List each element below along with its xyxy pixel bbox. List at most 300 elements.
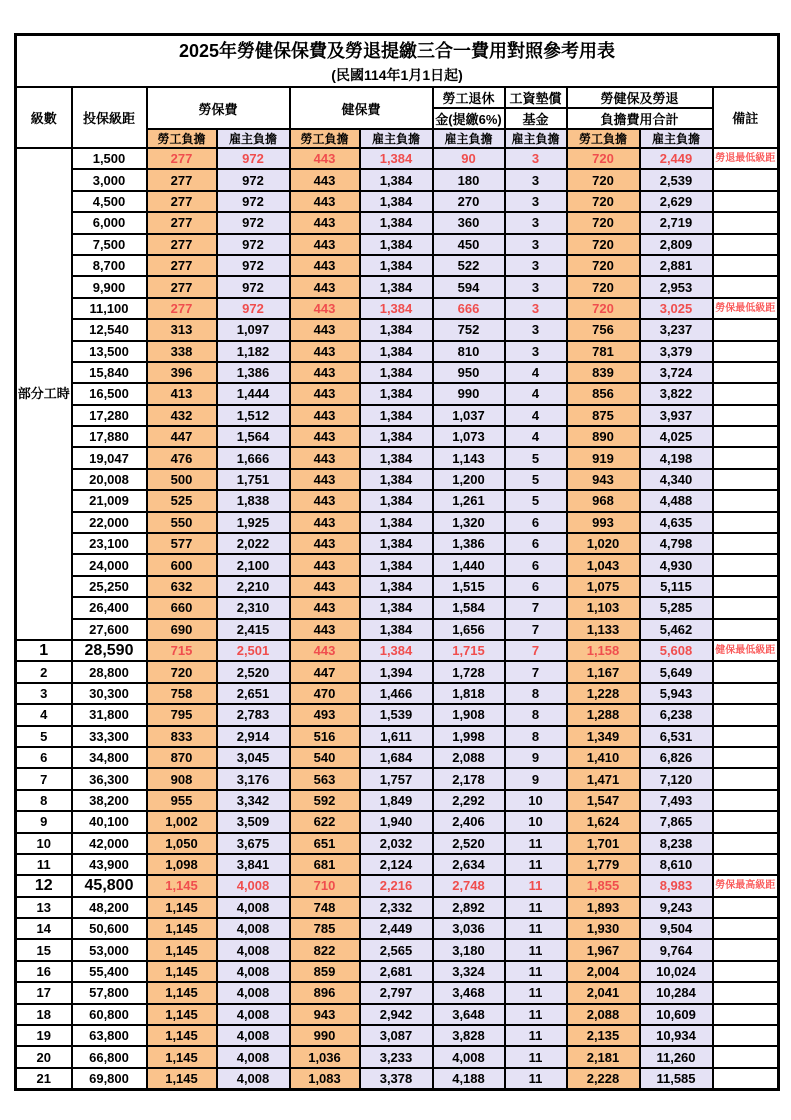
cell-value: 1,998 bbox=[433, 726, 505, 747]
cell-value: 594 bbox=[433, 276, 505, 297]
cell-value: 11 bbox=[505, 833, 567, 854]
cell-remark bbox=[713, 704, 779, 725]
cell-value: 443 bbox=[290, 341, 360, 362]
cell-remark: 健保最低級距 bbox=[713, 640, 779, 661]
cell-bracket: 11,100 bbox=[72, 298, 147, 319]
cell-value: 6,238 bbox=[640, 704, 713, 725]
cell-value: 1,444 bbox=[217, 383, 290, 404]
cell-level: 17 bbox=[16, 982, 72, 1003]
cell-value: 2,181 bbox=[567, 1046, 640, 1067]
cell-bracket: 16,500 bbox=[72, 383, 147, 404]
cell-value: 2,088 bbox=[567, 1004, 640, 1025]
cell-value: 8,983 bbox=[640, 875, 713, 896]
cell-value: 3,828 bbox=[433, 1025, 505, 1046]
cell-value: 2,634 bbox=[433, 854, 505, 875]
cell-remark bbox=[713, 961, 779, 982]
table-row bbox=[16, 1004, 779, 1025]
cell-remark bbox=[713, 169, 779, 190]
cell-part-time-label: 部分工時 bbox=[16, 148, 72, 640]
table-row bbox=[16, 854, 779, 875]
cell-bracket: 28,800 bbox=[72, 661, 147, 682]
cell-value: 1,320 bbox=[433, 512, 505, 533]
cell-value: 622 bbox=[290, 811, 360, 832]
cell-value: 5,462 bbox=[640, 619, 713, 640]
cell-remark bbox=[713, 619, 779, 640]
cell-value: 1,779 bbox=[567, 854, 640, 875]
page-title: 2025年勞健保保費及勞退提繳三合一費用對照參考用表 bbox=[179, 40, 616, 61]
cell-remark: 勞保最高級距 bbox=[713, 875, 779, 896]
cell-value: 10 bbox=[505, 811, 567, 832]
cell-value: 1,145 bbox=[147, 1068, 217, 1090]
cell-value: 748 bbox=[290, 897, 360, 918]
cell-value: 2,135 bbox=[567, 1025, 640, 1046]
cell-remark bbox=[713, 341, 779, 362]
cell-value: 822 bbox=[290, 939, 360, 960]
cell-value: 720 bbox=[567, 148, 640, 169]
cell-value: 9,504 bbox=[640, 918, 713, 939]
cell-remark bbox=[713, 512, 779, 533]
cell-bracket: 13,500 bbox=[72, 341, 147, 362]
table-row bbox=[16, 875, 779, 896]
cell-remark bbox=[713, 490, 779, 511]
table-row bbox=[16, 982, 779, 1003]
table-row bbox=[16, 897, 779, 918]
cell-value: 3 bbox=[505, 255, 567, 276]
col-header-health-insurance: 健保費 bbox=[290, 87, 433, 129]
table-row bbox=[16, 1025, 779, 1046]
cell-value: 443 bbox=[290, 148, 360, 169]
cell-value: 338 bbox=[147, 341, 217, 362]
cell-value: 955 bbox=[147, 790, 217, 811]
cell-value: 795 bbox=[147, 704, 217, 725]
cell-value: 1,908 bbox=[433, 704, 505, 725]
cell-bracket: 53,000 bbox=[72, 939, 147, 960]
cell-value: 1,410 bbox=[567, 747, 640, 768]
cell-value: 2,651 bbox=[217, 683, 290, 704]
cell-value: 6 bbox=[505, 554, 567, 575]
cell-remark bbox=[713, 191, 779, 212]
table-row bbox=[16, 661, 779, 682]
cell-value: 3 bbox=[505, 212, 567, 233]
cell-value: 1,728 bbox=[433, 661, 505, 682]
cell-value: 443 bbox=[290, 512, 360, 533]
cell-value: 447 bbox=[290, 661, 360, 682]
table-row bbox=[16, 512, 779, 533]
cell-value: 3 bbox=[505, 234, 567, 255]
cell-remark bbox=[713, 469, 779, 490]
cell-bracket: 28,590 bbox=[72, 640, 147, 661]
cell-value: 10 bbox=[505, 790, 567, 811]
cell-value: 2,748 bbox=[433, 875, 505, 896]
cell-value: 3,468 bbox=[433, 982, 505, 1003]
cell-value: 470 bbox=[290, 683, 360, 704]
cell-value: 1,384 bbox=[360, 319, 433, 340]
cell-value: 990 bbox=[290, 1025, 360, 1046]
cell-value: 7,120 bbox=[640, 768, 713, 789]
subheader-total-employee: 勞工負擔 bbox=[567, 129, 640, 148]
cell-value: 7 bbox=[505, 619, 567, 640]
cell-value: 4,008 bbox=[433, 1046, 505, 1067]
cell-value: 756 bbox=[567, 319, 640, 340]
table-row bbox=[16, 619, 779, 640]
cell-value: 2,032 bbox=[360, 833, 433, 854]
cell-value: 3 bbox=[505, 341, 567, 362]
cell-value: 10,284 bbox=[640, 982, 713, 1003]
cell-value: 2,914 bbox=[217, 726, 290, 747]
cell-value: 3,342 bbox=[217, 790, 290, 811]
cell-value: 1,158 bbox=[567, 640, 640, 661]
cell-remark bbox=[713, 939, 779, 960]
cell-value: 4 bbox=[505, 426, 567, 447]
cell-value: 4,488 bbox=[640, 490, 713, 511]
col-header-wage-fund-line1: 工資墊償 bbox=[505, 87, 567, 108]
cell-value: 600 bbox=[147, 554, 217, 575]
cell-value: 3,841 bbox=[217, 854, 290, 875]
table-row bbox=[16, 747, 779, 768]
table-row bbox=[16, 255, 779, 276]
cell-remark bbox=[713, 597, 779, 618]
table-row bbox=[16, 298, 779, 319]
cell-value: 5 bbox=[505, 469, 567, 490]
table-row bbox=[16, 533, 779, 554]
cell-remark: 勞保最低級距 bbox=[713, 298, 779, 319]
cell-value: 443 bbox=[290, 255, 360, 276]
cell-value: 919 bbox=[567, 447, 640, 468]
cell-value: 1,145 bbox=[147, 939, 217, 960]
cell-level: 4 bbox=[16, 704, 72, 725]
cell-value: 6 bbox=[505, 576, 567, 597]
cell-value: 277 bbox=[147, 255, 217, 276]
cell-value: 277 bbox=[147, 276, 217, 297]
cell-value: 1,384 bbox=[360, 405, 433, 426]
cell-value: 1,386 bbox=[433, 533, 505, 554]
cell-level: 18 bbox=[16, 1004, 72, 1025]
cell-value: 3 bbox=[505, 148, 567, 169]
cell-value: 3,675 bbox=[217, 833, 290, 854]
cell-value: 3 bbox=[505, 169, 567, 190]
cell-value: 1,145 bbox=[147, 875, 217, 896]
cell-value: 1,145 bbox=[147, 897, 217, 918]
cell-value: 1,384 bbox=[360, 640, 433, 661]
cell-value: 2,449 bbox=[640, 148, 713, 169]
cell-value: 3,509 bbox=[217, 811, 290, 832]
cell-value: 1,145 bbox=[147, 961, 217, 982]
cell-remark bbox=[713, 726, 779, 747]
cell-value: 2,797 bbox=[360, 982, 433, 1003]
cell-value: 972 bbox=[217, 169, 290, 190]
cell-value: 2,520 bbox=[217, 661, 290, 682]
cell-value: 3,379 bbox=[640, 341, 713, 362]
cell-value: 5 bbox=[505, 447, 567, 468]
cell-value: 2,041 bbox=[567, 982, 640, 1003]
cell-value: 443 bbox=[290, 447, 360, 468]
cell-remark bbox=[713, 405, 779, 426]
cell-value: 1,466 bbox=[360, 683, 433, 704]
cell-value: 3,937 bbox=[640, 405, 713, 426]
col-header-total-line2: 負擔費用合計 bbox=[567, 108, 713, 129]
cell-value: 1,145 bbox=[147, 1046, 217, 1067]
cell-value: 1,701 bbox=[567, 833, 640, 854]
cell-value: 681 bbox=[290, 854, 360, 875]
cell-remark bbox=[713, 768, 779, 789]
cell-value: 875 bbox=[567, 405, 640, 426]
cell-value: 4 bbox=[505, 362, 567, 383]
cell-value: 443 bbox=[290, 597, 360, 618]
cell-bracket: 30,300 bbox=[72, 683, 147, 704]
cell-value: 1,838 bbox=[217, 490, 290, 511]
cell-remark bbox=[713, 212, 779, 233]
cell-value: 6 bbox=[505, 533, 567, 554]
cell-bracket: 27,600 bbox=[72, 619, 147, 640]
cell-value: 7 bbox=[505, 597, 567, 618]
cell-value: 4,008 bbox=[217, 982, 290, 1003]
cell-bracket: 4,500 bbox=[72, 191, 147, 212]
cell-value: 1,394 bbox=[360, 661, 433, 682]
cell-value: 180 bbox=[433, 169, 505, 190]
cell-bracket: 12,540 bbox=[72, 319, 147, 340]
cell-value: 2,210 bbox=[217, 576, 290, 597]
cell-value: 9,764 bbox=[640, 939, 713, 960]
subheader-total-employer: 雇主負擔 bbox=[640, 129, 713, 148]
cell-value: 90 bbox=[433, 148, 505, 169]
cell-value: 443 bbox=[290, 619, 360, 640]
cell-value: 859 bbox=[290, 961, 360, 982]
cell-level: 10 bbox=[16, 833, 72, 854]
cell-value: 1,349 bbox=[567, 726, 640, 747]
cell-value: 720 bbox=[567, 169, 640, 190]
cell-remark bbox=[713, 1046, 779, 1067]
cell-value: 9 bbox=[505, 747, 567, 768]
cell-bracket: 63,800 bbox=[72, 1025, 147, 1046]
cell-value: 972 bbox=[217, 298, 290, 319]
table-row bbox=[16, 191, 779, 212]
cell-value: 2,228 bbox=[567, 1068, 640, 1090]
cell-value: 1,002 bbox=[147, 811, 217, 832]
cell-bracket: 43,900 bbox=[72, 854, 147, 875]
cell-value: 785 bbox=[290, 918, 360, 939]
cell-value: 943 bbox=[290, 1004, 360, 1025]
subheader-health-employer: 雇主負擔 bbox=[360, 129, 433, 148]
cell-value: 833 bbox=[147, 726, 217, 747]
cell-bracket: 8,700 bbox=[72, 255, 147, 276]
table-row bbox=[16, 683, 779, 704]
cell-value: 443 bbox=[290, 191, 360, 212]
cell-value: 2,022 bbox=[217, 533, 290, 554]
cell-level: 20 bbox=[16, 1046, 72, 1067]
cell-level: 13 bbox=[16, 897, 72, 918]
cell-value: 443 bbox=[290, 383, 360, 404]
cell-value: 11 bbox=[505, 1004, 567, 1025]
cell-value: 2,415 bbox=[217, 619, 290, 640]
cell-remark bbox=[713, 234, 779, 255]
cell-value: 432 bbox=[147, 405, 217, 426]
cell-value: 1,925 bbox=[217, 512, 290, 533]
subheader-labor-employee: 勞工負擔 bbox=[147, 129, 217, 148]
cell-value: 550 bbox=[147, 512, 217, 533]
cell-value: 4,635 bbox=[640, 512, 713, 533]
table-row bbox=[16, 640, 779, 661]
cell-value: 8,610 bbox=[640, 854, 713, 875]
cell-bracket: 1,500 bbox=[72, 148, 147, 169]
cell-remark bbox=[713, 447, 779, 468]
cell-remark bbox=[713, 897, 779, 918]
table-row bbox=[16, 276, 779, 297]
cell-value: 972 bbox=[217, 148, 290, 169]
cell-value: 2,501 bbox=[217, 640, 290, 661]
cell-value: 3 bbox=[505, 298, 567, 319]
cell-value: 525 bbox=[147, 490, 217, 511]
cell-value: 758 bbox=[147, 683, 217, 704]
cell-value: 11 bbox=[505, 939, 567, 960]
cell-value: 1,849 bbox=[360, 790, 433, 811]
cell-value: 2,178 bbox=[433, 768, 505, 789]
cell-value: 2,449 bbox=[360, 918, 433, 939]
cell-remark bbox=[713, 319, 779, 340]
table-row bbox=[16, 726, 779, 747]
cell-level: 1 bbox=[16, 640, 72, 661]
cell-value: 2,719 bbox=[640, 212, 713, 233]
cell-level: 3 bbox=[16, 683, 72, 704]
cell-bracket: 7,500 bbox=[72, 234, 147, 255]
cell-remark bbox=[713, 747, 779, 768]
cell-value: 443 bbox=[290, 469, 360, 490]
cell-level: 12 bbox=[16, 875, 72, 896]
cell-value: 500 bbox=[147, 469, 217, 490]
cell-value: 3,176 bbox=[217, 768, 290, 789]
table-row bbox=[16, 490, 779, 511]
cell-value: 1,471 bbox=[567, 768, 640, 789]
cell-value: 10,934 bbox=[640, 1025, 713, 1046]
cell-value: 720 bbox=[147, 661, 217, 682]
cell-value: 11 bbox=[505, 875, 567, 896]
cell-value: 277 bbox=[147, 169, 217, 190]
cell-value: 443 bbox=[290, 490, 360, 511]
cell-value: 1,666 bbox=[217, 447, 290, 468]
cell-value: 11 bbox=[505, 1025, 567, 1046]
cell-value: 4,008 bbox=[217, 939, 290, 960]
cell-value: 1,564 bbox=[217, 426, 290, 447]
cell-value: 11,585 bbox=[640, 1068, 713, 1090]
cell-bracket: 6,000 bbox=[72, 212, 147, 233]
cell-value: 890 bbox=[567, 426, 640, 447]
cell-value: 896 bbox=[290, 982, 360, 1003]
subheader-pension-employer: 雇主負擔 bbox=[433, 129, 505, 148]
cell-value: 443 bbox=[290, 234, 360, 255]
cell-bracket: 60,800 bbox=[72, 1004, 147, 1025]
cell-level: 19 bbox=[16, 1025, 72, 1046]
cell-level: 5 bbox=[16, 726, 72, 747]
cell-value: 1,967 bbox=[567, 939, 640, 960]
cell-value: 720 bbox=[567, 212, 640, 233]
cell-remark bbox=[713, 533, 779, 554]
cell-bracket: 69,800 bbox=[72, 1068, 147, 1090]
cell-value: 4,008 bbox=[217, 1004, 290, 1025]
cell-value: 752 bbox=[433, 319, 505, 340]
col-header-pension-line1: 勞工退休 bbox=[433, 87, 505, 108]
cell-bracket: 55,400 bbox=[72, 961, 147, 982]
cell-value: 993 bbox=[567, 512, 640, 533]
table-row bbox=[16, 469, 779, 490]
cell-level: 8 bbox=[16, 790, 72, 811]
cell-value: 8 bbox=[505, 704, 567, 725]
cell-value: 4,025 bbox=[640, 426, 713, 447]
cell-bracket: 31,800 bbox=[72, 704, 147, 725]
premium-table bbox=[14, 33, 780, 1091]
cell-remark: 勞退最低級距 bbox=[713, 148, 779, 169]
cell-value: 443 bbox=[290, 533, 360, 554]
subheader-labor-employer: 雇主負擔 bbox=[217, 129, 290, 148]
cell-value: 2,310 bbox=[217, 597, 290, 618]
cell-value: 1,384 bbox=[360, 341, 433, 362]
cell-bracket: 17,880 bbox=[72, 426, 147, 447]
cell-value: 1,288 bbox=[567, 704, 640, 725]
cell-value: 1,624 bbox=[567, 811, 640, 832]
table-row bbox=[16, 319, 779, 340]
cell-value: 2,292 bbox=[433, 790, 505, 811]
cell-remark bbox=[713, 1004, 779, 1025]
cell-bracket: 3,000 bbox=[72, 169, 147, 190]
cell-value: 1,930 bbox=[567, 918, 640, 939]
cell-value: 443 bbox=[290, 319, 360, 340]
cell-value: 10,609 bbox=[640, 1004, 713, 1025]
cell-value: 1,384 bbox=[360, 619, 433, 640]
cell-value: 660 bbox=[147, 597, 217, 618]
cell-value: 3,087 bbox=[360, 1025, 433, 1046]
cell-value: 3,036 bbox=[433, 918, 505, 939]
cell-value: 577 bbox=[147, 533, 217, 554]
cell-value: 516 bbox=[290, 726, 360, 747]
cell-value: 2,565 bbox=[360, 939, 433, 960]
cell-level: 11 bbox=[16, 854, 72, 875]
cell-remark bbox=[713, 276, 779, 297]
table-row bbox=[16, 939, 779, 960]
cell-value: 9,243 bbox=[640, 897, 713, 918]
cell-value: 1,145 bbox=[147, 1004, 217, 1025]
cell-value: 443 bbox=[290, 640, 360, 661]
cell-value: 5,608 bbox=[640, 640, 713, 661]
cell-value: 720 bbox=[567, 191, 640, 212]
cell-value: 2,216 bbox=[360, 875, 433, 896]
cell-value: 3,724 bbox=[640, 362, 713, 383]
cell-value: 1,384 bbox=[360, 234, 433, 255]
table-row bbox=[16, 1068, 779, 1090]
cell-remark bbox=[713, 811, 779, 832]
cell-value: 11 bbox=[505, 961, 567, 982]
cell-value: 4 bbox=[505, 383, 567, 404]
cell-value: 870 bbox=[147, 747, 217, 768]
cell-value: 1,440 bbox=[433, 554, 505, 575]
cell-value: 443 bbox=[290, 576, 360, 597]
cell-bracket: 22,000 bbox=[72, 512, 147, 533]
cell-value: 8 bbox=[505, 726, 567, 747]
cell-value: 443 bbox=[290, 362, 360, 383]
cell-value: 1,611 bbox=[360, 726, 433, 747]
cell-value: 5,649 bbox=[640, 661, 713, 682]
cell-value: 3,045 bbox=[217, 747, 290, 768]
cell-value: 651 bbox=[290, 833, 360, 854]
cell-value: 11 bbox=[505, 918, 567, 939]
cell-value: 1,512 bbox=[217, 405, 290, 426]
cell-value: 11 bbox=[505, 1068, 567, 1090]
cell-value: 1,083 bbox=[290, 1068, 360, 1090]
cell-value: 2,004 bbox=[567, 961, 640, 982]
table-row bbox=[16, 768, 779, 789]
cell-value: 720 bbox=[567, 255, 640, 276]
cell-value: 1,182 bbox=[217, 341, 290, 362]
cell-value: 1,098 bbox=[147, 854, 217, 875]
cell-value: 1,855 bbox=[567, 875, 640, 896]
cell-remark bbox=[713, 833, 779, 854]
